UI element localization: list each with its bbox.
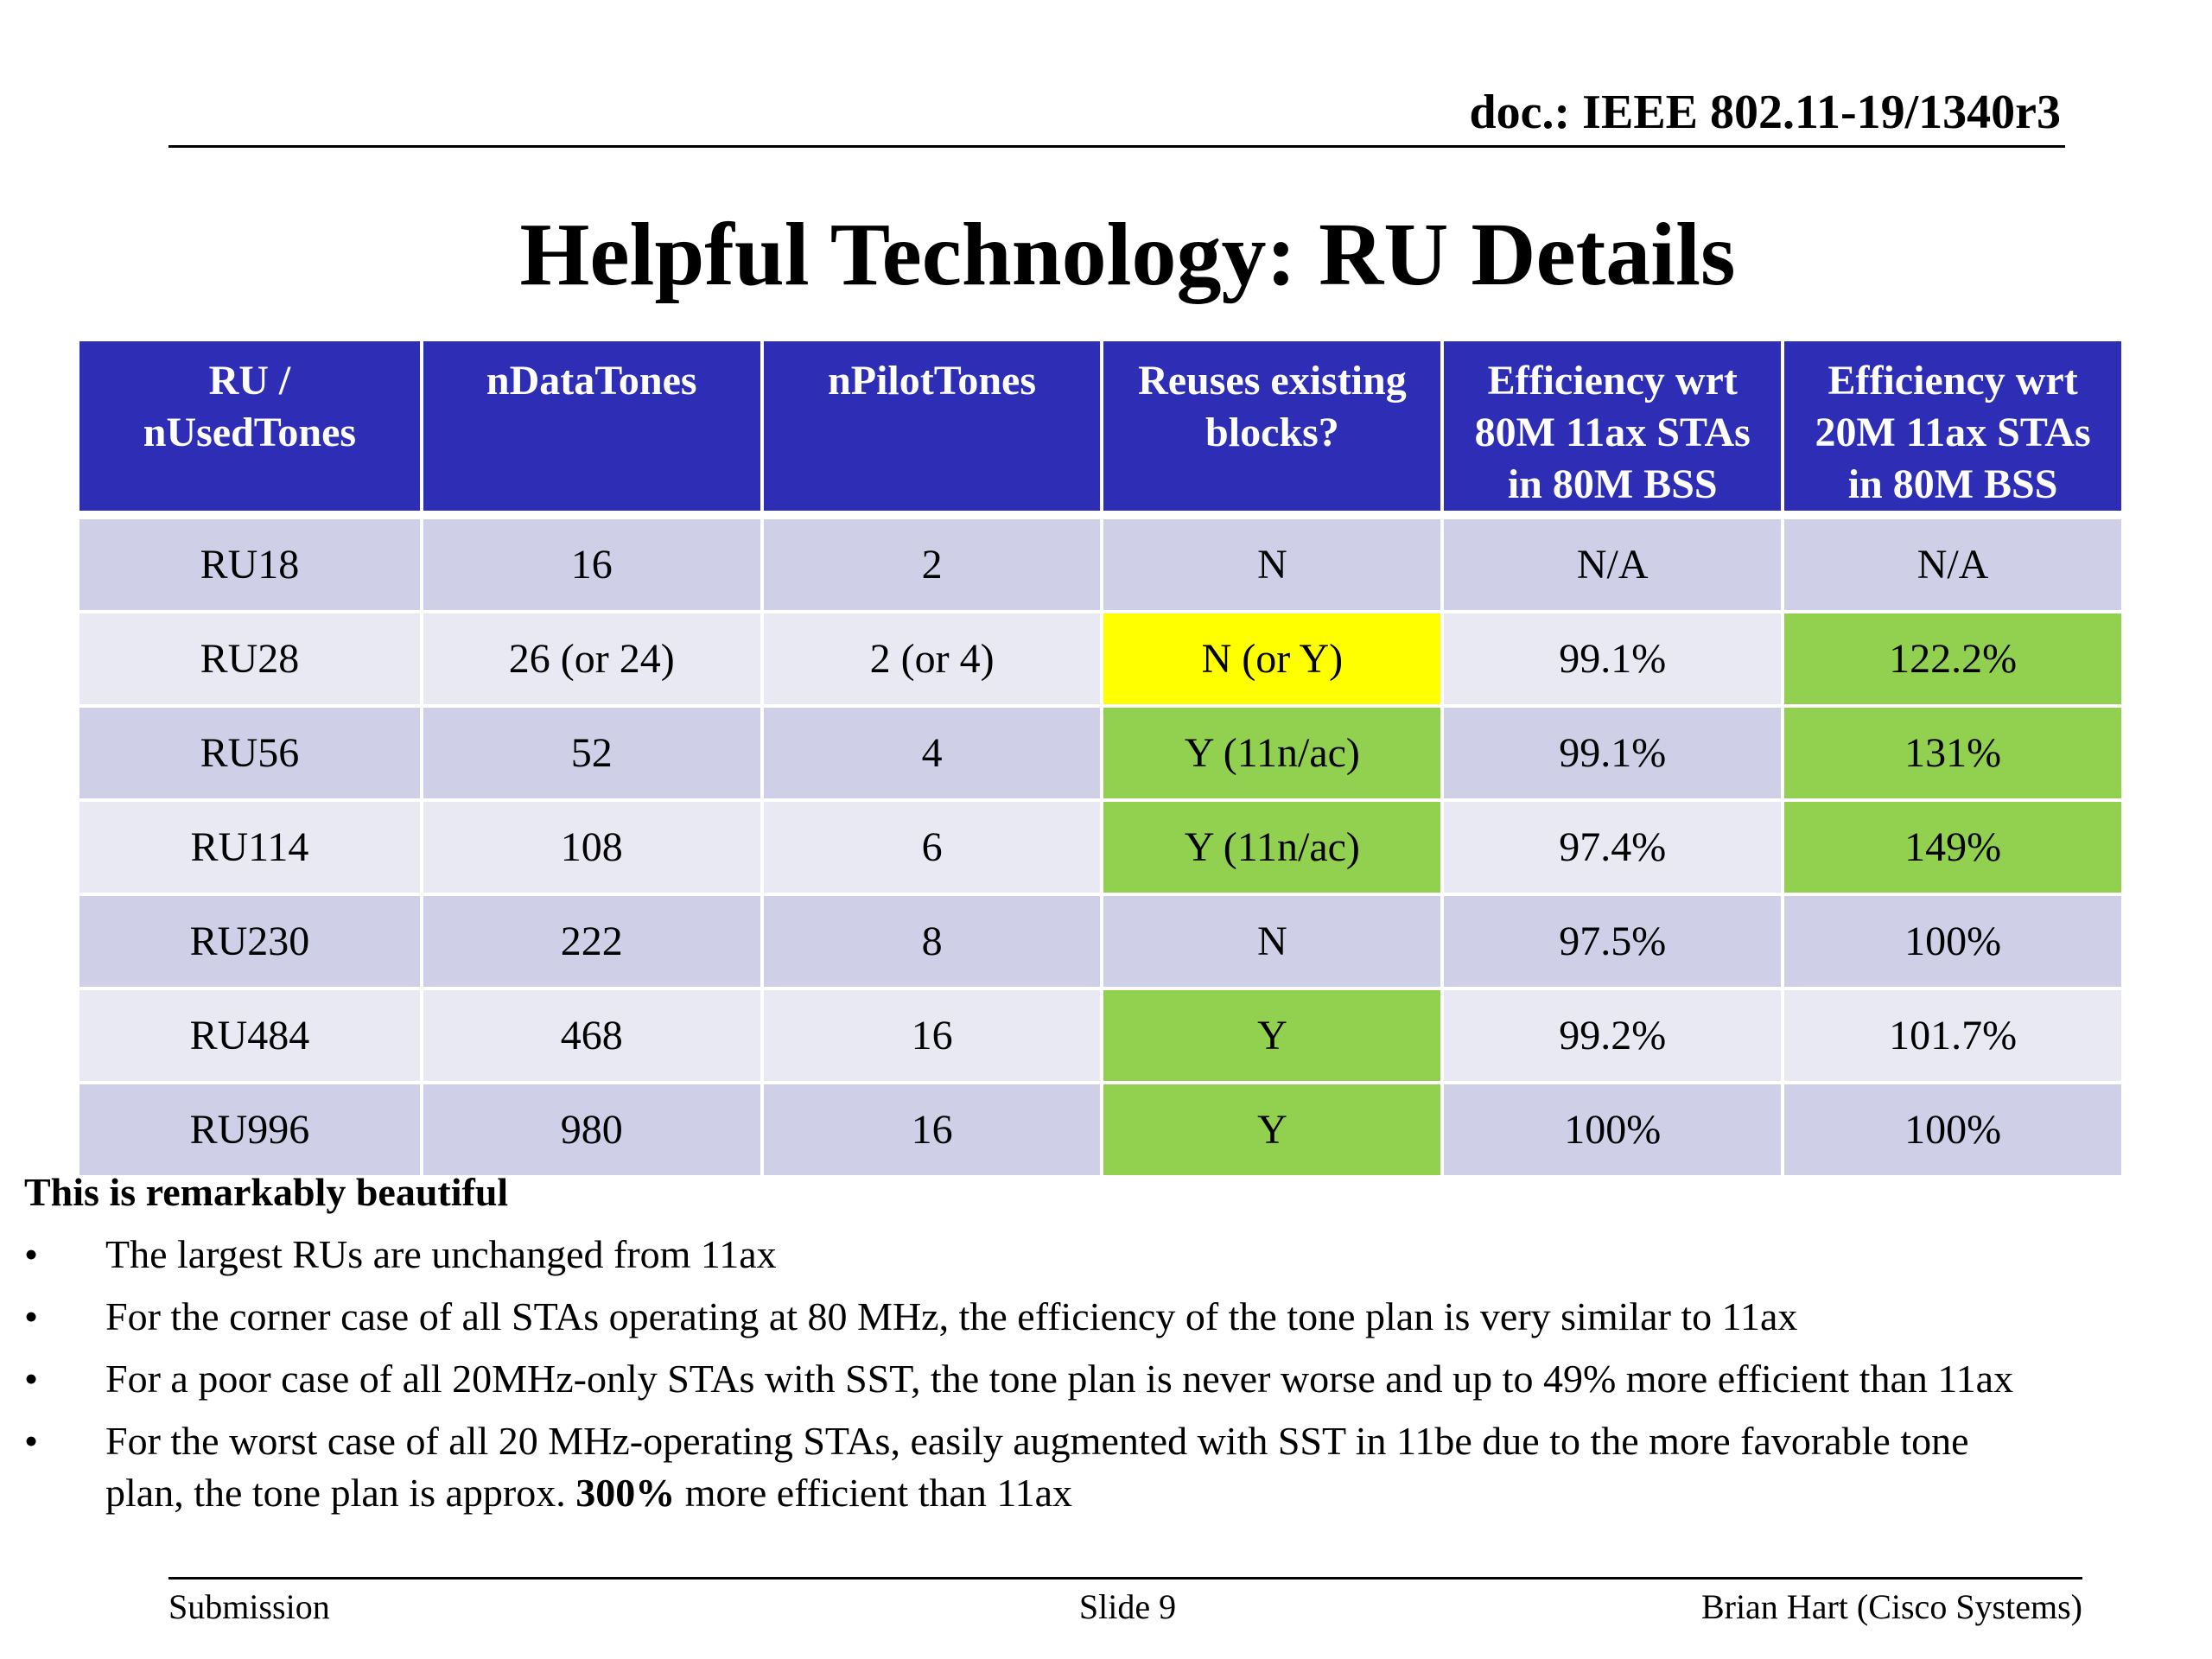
table-cell: Y (11n/ac): [1100, 708, 1440, 802]
table-row: [79, 519, 2121, 613]
table-cell: 2: [760, 519, 1101, 613]
table-cell: 108: [420, 802, 760, 896]
table-cell: N/A: [1781, 519, 2121, 613]
table-cell: 8: [760, 896, 1101, 990]
ru-details-table: [79, 341, 2121, 1175]
table-cell: 26 (or 24): [420, 613, 760, 708]
table-cell: RU230: [79, 896, 420, 990]
table-cell: RU484: [79, 990, 420, 1084]
table-cell: Y (11n/ac): [1100, 802, 1440, 896]
footer-rule: [168, 1577, 2082, 1580]
bullet-item: [24, 1291, 2202, 1343]
table-cell: 101.7%: [1781, 990, 2121, 1084]
footer-submission: Submission: [168, 1587, 330, 1626]
table-cell: Y: [1100, 1084, 1440, 1175]
table-cell: Y: [1100, 990, 1440, 1084]
table-cell: N: [1100, 519, 1440, 613]
table-row: [79, 613, 2121, 708]
table-cell: RU56: [79, 708, 420, 802]
column-header-line: Efficiency wrt: [1827, 358, 2078, 404]
table-cell: N (or Y): [1100, 613, 1440, 708]
bullet-item: [24, 1229, 2202, 1281]
table-cell: 100%: [1440, 1084, 1781, 1175]
footer-slide-number: Slide 9: [1078, 1587, 1177, 1626]
column-header-line: nPilotTones: [828, 358, 1037, 404]
header-rule: [168, 145, 2065, 148]
table-cell: 52: [420, 708, 760, 802]
column-header: [420, 341, 760, 519]
bullet-text-line1: For the worst case of all 20 MHz-operating STAs, easily augmented with SST in 11be due to the more favorable tone: [105, 1419, 1969, 1463]
column-header-line: nUsedTones: [143, 410, 357, 455]
column-header-line: blocks?: [1205, 410, 1339, 455]
table-cell: 99.1%: [1440, 708, 1781, 802]
bullet-marker: •: [24, 1357, 39, 1401]
column-header-line: RU /: [208, 358, 291, 404]
bullet-text-emphasis: 300%: [575, 1471, 676, 1515]
table-cell: 99.2%: [1440, 990, 1781, 1084]
bullet-text-line2-prefix: plan, the tone plan is approx.: [105, 1471, 576, 1515]
table-cell: 131%: [1781, 708, 2121, 802]
table-cell: N/A: [1440, 519, 1781, 613]
footer-author: Brian Hart (Cisco Systems): [1700, 1587, 2082, 1626]
bullet-item: [24, 1353, 2202, 1405]
table-cell: 980: [420, 1084, 760, 1175]
table-cell: 99.1%: [1440, 613, 1781, 708]
table-row: [79, 708, 2121, 802]
table-row: [79, 1084, 2121, 1175]
column-header: [1781, 341, 2121, 519]
table-cell: 16: [760, 990, 1101, 1084]
table-header-row: [79, 341, 2121, 519]
table-cell: 222: [420, 896, 760, 990]
table-row: [79, 896, 2121, 990]
table-cell: 122.2%: [1781, 613, 2121, 708]
table-body: [79, 519, 2121, 1175]
bullet-text: For a poor case of all 20MHz-only STAs with SST, the tone plan is never worse and up to 49% more efficient than 11ax: [105, 1357, 2014, 1401]
table-cell: 97.4%: [1440, 802, 1781, 896]
table-cell: 100%: [1781, 1084, 2121, 1175]
table-cell: 16: [420, 519, 760, 613]
table-cell: RU18: [79, 519, 420, 613]
notes-section: [24, 1166, 2202, 1529]
table-cell: RU996: [79, 1084, 420, 1175]
table-cell: 16: [760, 1084, 1101, 1175]
column-header-line: 80M 11ax STAs: [1474, 410, 1751, 455]
column-header-line: Efficiency wrt: [1487, 358, 1738, 404]
table-cell: 6: [760, 802, 1101, 896]
column-header-line: in 80M BSS: [1507, 461, 1718, 507]
notes-heading: This is remarkably beautiful: [24, 1170, 509, 1214]
column-header-line: 20M 11ax STAs: [1815, 410, 2091, 455]
slide-title: Helpful Technology: RU Details: [519, 205, 1736, 304]
table-cell: 468: [420, 990, 760, 1084]
table-cell: 97.5%: [1440, 896, 1781, 990]
column-header: [1100, 341, 1440, 519]
table-cell: RU114: [79, 802, 420, 896]
document-id: doc.: IEEE 802.11-19/1340r3: [1469, 86, 2061, 139]
table-row: [79, 990, 2121, 1084]
table-row: [79, 802, 2121, 896]
table-cell: N: [1100, 896, 1440, 990]
table-cell: 2 (or 4): [760, 613, 1101, 708]
bullet-marker: •: [24, 1232, 39, 1276]
column-header: [79, 341, 420, 519]
column-header-line: in 80M BSS: [1847, 461, 2058, 507]
column-header: [1440, 341, 1781, 519]
bullet-item: [24, 1415, 2202, 1519]
bullet-text-line2-suffix: more efficient than 11ax: [675, 1471, 1073, 1515]
table-cell: 4: [760, 708, 1101, 802]
bullet-text: For the corner case of all STAs operating at 80 MHz, the efficiency of the tone plan is very similar to 11ax: [105, 1294, 1798, 1338]
bullet-text: The largest RUs are unchanged from 11ax: [105, 1232, 777, 1276]
column-header: [760, 341, 1101, 519]
table-cell: 100%: [1781, 896, 2121, 990]
column-header-line: nDataTones: [486, 358, 697, 404]
bullet-marker: •: [24, 1419, 39, 1463]
table-cell: 149%: [1781, 802, 2121, 896]
bullet-marker: •: [24, 1294, 39, 1338]
table-cell: RU28: [79, 613, 420, 708]
column-header-line: Reuses existing: [1138, 358, 1407, 404]
